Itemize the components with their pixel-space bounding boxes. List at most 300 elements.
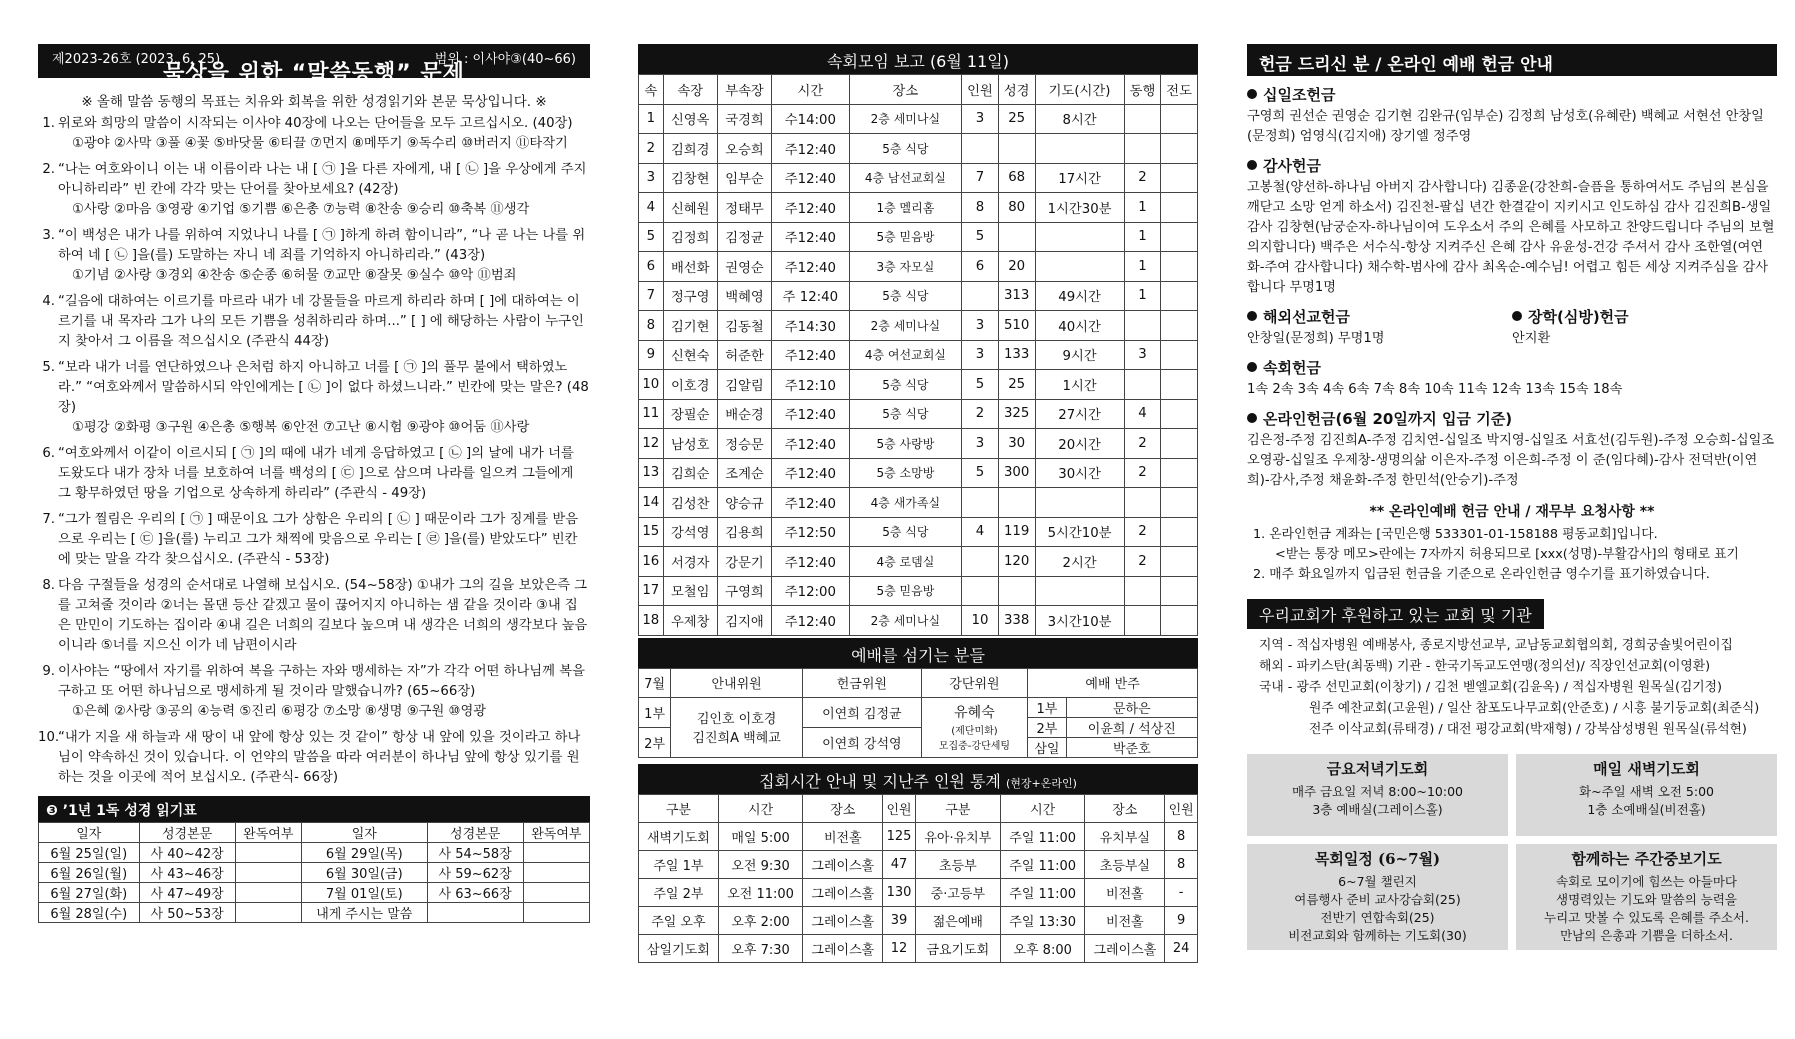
support-line: 전주 이삭교회(류태경) / 대전 평강교회(박재형) / 강북삼성병원 원목실(류석현): [1309, 722, 1747, 737]
meeting-row: [639, 547, 1198, 577]
meeting-cell: 11: [639, 399, 664, 429]
question-number: 2.: [42, 162, 55, 177]
stats-cell: 주일 1부: [639, 850, 719, 878]
accompanist-row: [1028, 737, 1197, 757]
reading-header: 일자: [39, 823, 140, 843]
meeting-cell: 5층 식당: [849, 370, 962, 400]
stats-cell: 오후 7:30: [718, 934, 803, 962]
worship-servers-table: [638, 668, 1198, 758]
accompanist-cell: 삼일: [1028, 737, 1066, 757]
guide-2: 김진희A 백혜교: [692, 731, 781, 746]
question-number: 1.: [42, 116, 55, 131]
column-offering: [1247, 44, 1777, 950]
meeting-cell: 4층 새가족실: [849, 488, 962, 518]
meeting-row: [639, 104, 1198, 134]
question-body: [58, 114, 590, 154]
reading-cell: [523, 883, 589, 903]
question-item: [38, 114, 590, 154]
meeting-cell: 2층 세미나실: [849, 606, 962, 636]
meeting-cell: 주12:10: [772, 370, 849, 400]
meeting-cell: [1035, 252, 1124, 282]
meeting-cell: 5층 식당: [849, 399, 962, 429]
stats-cell: 유치부실: [1085, 822, 1165, 850]
stats-cell: 8: [1165, 850, 1198, 878]
meeting-cell: 김정균: [717, 222, 771, 252]
question-options: ①사랑 ②마음 ③영광 ④기업 ⑤기쁨 ⑥은총 ⑦능력 ⑧찬송 ⑨승리 ⑩축복 ⑪생각: [72, 202, 530, 217]
meeting-cell: 8: [639, 311, 664, 341]
meeting-cell: 주12:40: [772, 488, 849, 518]
stats-cell: 유아·유치부: [915, 822, 1000, 850]
stats-cell: 비전홀: [1085, 878, 1165, 906]
stats-cell: 주일 13:30: [1000, 906, 1085, 934]
bullet-icon: [1247, 362, 1257, 372]
meeting-cell: 서경자: [663, 547, 717, 577]
question-body: [58, 226, 590, 286]
meeting-row: [639, 193, 1198, 223]
column-reports: [638, 44, 1198, 963]
reading-cell: [523, 843, 589, 863]
question-item: [38, 576, 590, 656]
info-box-line: 6~7월 챌린지: [1338, 874, 1417, 889]
info-box-title: 함께하는 주간중보기도: [1571, 850, 1722, 868]
meeting-cell: [1161, 517, 1198, 547]
reading-cell: 6월 27일(화): [39, 883, 140, 903]
stats-header: 시간: [1000, 794, 1085, 822]
meeting-cell: 5층 식당: [849, 281, 962, 311]
meeting-cell: 김기현: [663, 311, 717, 341]
meeting-cell: 2: [1124, 517, 1161, 547]
meeting-cell: 30시간: [1035, 458, 1124, 488]
meeting-row: [639, 517, 1198, 547]
cell-list: 1속 2속 3속 4속 6속 7속 8속 10속 11속 12속 13속 15속 18속: [1247, 382, 1623, 397]
question-options: ①은혜 ②사랑 ③공의 ④능력 ⑤진리 ⑥평강 ⑦소망 ⑧생명 ⑨구원 ⑩영광: [72, 704, 487, 719]
meeting-cell: [1161, 576, 1198, 606]
question-body: [58, 576, 590, 656]
meeting-header: 속장: [663, 75, 717, 105]
reading-row: [39, 883, 590, 903]
scholar-list: 안지환: [1512, 331, 1551, 346]
reading-cell: 사 40~42장: [139, 843, 235, 863]
meeting-row: [639, 458, 1198, 488]
meeting-cell: 임부순: [717, 163, 771, 193]
meeting-cell: 5시간10분: [1035, 517, 1124, 547]
question-body: [58, 510, 590, 570]
service-2: 2부: [639, 727, 671, 757]
meeting-header: 전도: [1161, 75, 1198, 105]
stats-cell: 매일 5:00: [718, 822, 803, 850]
meeting-cell: 주12:40: [772, 547, 849, 577]
service-1: 1부: [639, 697, 671, 727]
reading-cell: 사 43~46장: [139, 863, 235, 883]
accompanist-cell: 이윤희 / 석상진: [1066, 717, 1197, 737]
meeting-cell: 1: [1124, 222, 1161, 252]
stats-cell: 그레이스홀: [803, 850, 883, 878]
meeting-cell: 80: [998, 193, 1035, 223]
stats-header: 시간: [718, 794, 803, 822]
meeting-cell: 장필순: [663, 399, 717, 429]
meeting-cell: 4층 로뎀실: [849, 547, 962, 577]
reading-row: [39, 863, 590, 883]
meeting-cell: 4: [962, 517, 999, 547]
meeting-cell: [998, 576, 1035, 606]
info-box-title: 금요저녁기도회: [1326, 760, 1429, 778]
meeting-cell: 주12:40: [772, 222, 849, 252]
meeting-cell: 1층 멜리홈: [849, 193, 962, 223]
meeting-cell: [1161, 163, 1198, 193]
reading-row: [39, 903, 590, 923]
meeting-row: [639, 370, 1198, 400]
question-text: “그가 찔림은 우리의 [ ㉠ ] 때문이요 그가 상함은 우리의 [ ㉡ ] 때문이라 그가 징계를 받음으로 우리는 [ ㉢ ]을(를) 누리고 그가 채찍에 맞음으로 우리는 [ ㉣ ]을(를) 받았도다” 빈칸에 맞는 말을 각각 찾으십시오. (주관식 - 53장): [58, 512, 579, 567]
question-body: [58, 160, 590, 220]
meeting-cell: 5층 믿음방: [849, 576, 962, 606]
question-item: [38, 444, 590, 504]
online-heading: [1247, 408, 1777, 429]
question-body: [58, 728, 590, 788]
info-box: [1247, 844, 1508, 950]
meeting-cell: 1: [1124, 252, 1161, 282]
stats-cell: 8: [1165, 822, 1198, 850]
bullet-icon: [1247, 311, 1257, 321]
meeting-cell: [1161, 606, 1198, 636]
stats-cell: 초등부실: [1085, 850, 1165, 878]
meeting-cell: 5층 믿음방: [849, 222, 962, 252]
meeting-cell: 5: [962, 370, 999, 400]
meeting-cell: 3: [639, 163, 664, 193]
meeting-cell: 27시간: [1035, 399, 1124, 429]
meeting-cell: [1161, 134, 1198, 164]
cell-heading: [1247, 357, 1777, 378]
stats-header: 구분: [639, 794, 719, 822]
meeting-header: 인원: [962, 75, 999, 105]
meeting-row: [639, 311, 1198, 341]
meeting-cell: 이호경: [663, 370, 717, 400]
meeting-header: 장소: [849, 75, 962, 105]
reading-cell: 사 59~62장: [427, 863, 523, 883]
stats-title-text: 집회시간 안내 및 지난주 인원 통계: [759, 771, 1001, 791]
stats-cell: 47: [883, 850, 916, 878]
question-number: 3.: [42, 228, 55, 243]
stats-cell: -: [1165, 878, 1198, 906]
info-box-line: 1층 소예배실(비전홀): [1587, 802, 1706, 817]
meeting-cell: 3: [962, 340, 999, 370]
meeting-cell: 2층 세미나실: [849, 311, 962, 341]
question-number: 4.: [42, 294, 55, 309]
stats-row: [639, 906, 1198, 934]
stats-cell: 삼일기도회: [639, 934, 719, 962]
accompanist-cell: 박준호: [1066, 737, 1197, 757]
meeting-cell: [998, 134, 1035, 164]
question-item: [38, 510, 590, 570]
quiz-header: [38, 44, 590, 86]
question-text: “여호와께서 이같이 이르시되 [ ㉠ ]의 때에 내가 네게 응답하였고 [ ㉡ ]의 날에 내가 너를 도왔도다 내가 장차 너를 보호하여 너를 백성의 [ ㉢ ]으로 삼으며 나라를 일으켜 그들에게 그 황무하였던 땅을 기업으로 상속하게 하리라” (주관식 - 49장): [58, 446, 574, 501]
meeting-row: [639, 222, 1198, 252]
meeting-cell: 20시간: [1035, 429, 1124, 459]
meeting-cell: [1161, 488, 1198, 518]
question-list: [38, 114, 590, 788]
meeting-cell: 주12:40: [772, 458, 849, 488]
reading-cell: [427, 903, 523, 923]
guide-list: [671, 697, 803, 757]
meeting-cell: 8: [962, 193, 999, 223]
meeting-row: [639, 281, 1198, 311]
meeting-cell: [962, 547, 999, 577]
meeting-cell: 주12:40: [772, 340, 849, 370]
meeting-cell: 2: [962, 399, 999, 429]
meeting-cell: 7: [639, 281, 664, 311]
reading-cell: 6월 30일(금): [301, 863, 427, 883]
info-box: [1247, 754, 1508, 836]
info-box-line: 누리고 맛볼 수 있도록 은혜를 주소서.: [1544, 910, 1749, 925]
question-text: 다음 구절들을 성경의 순서대로 나열해 보십시오. (54~58장) ①내가 그의 길을 보았은즉 그를 고쳐줄 것이라 ②너는 몰댄 등산 같겠고 물이 끊어지지 아니하는 샘 같을 것이라 ③내 집은 만민이 기도하는 집이라 ④내 길은 너희의 길보다 높으며 내 생각은 너희의 생각보다 높음이니라 ⑤너를 지으신 이가 네 남편이시라: [58, 578, 588, 653]
question-text: 이사야는 “땅에서 자기를 위하여 복을 구하는 자와 맹세하는 자”가 각각 어떤 하나님께 복을 구하고 또 어떤 하나님으로 맹세하게 될 것이라 말했습니까? (65~66장): [58, 664, 585, 699]
meeting-cell: [1161, 340, 1198, 370]
reading-header: 성경본문: [139, 823, 235, 843]
meeting-cell: [1161, 399, 1198, 429]
worship-servers-title: 예배를 섬기는 분들: [638, 638, 1198, 668]
meeting-cell: 10: [962, 606, 999, 636]
bullet-icon: [1247, 160, 1257, 170]
reading-cell: 6월 28일(수): [39, 903, 140, 923]
accompanist-row: [1028, 698, 1197, 718]
meeting-cell: [962, 576, 999, 606]
reading-table: [38, 822, 590, 923]
quiz-title: 묵상을 위한 “말씀동행” 문제: [163, 61, 465, 86]
stats-cell: 주일 2부: [639, 878, 719, 906]
reading-cell: [235, 863, 301, 883]
meeting-header: 시간: [772, 75, 849, 105]
meeting-cell: 2: [1124, 458, 1161, 488]
stats-cell: 초등부: [915, 850, 1000, 878]
support-line: 원주 예찬교회(고윤원) / 일산 참포도나무교회(안준호) / 시흥 불기둥교회(최준식): [1309, 701, 1760, 716]
reading-plan: [38, 796, 590, 923]
meeting-header: 성경: [998, 75, 1035, 105]
stats-cell: 오후 8:00: [1000, 934, 1085, 962]
accompanist-row: [1028, 717, 1197, 737]
overseas-heading: [1247, 306, 1512, 327]
meeting-cell: 12: [639, 429, 664, 459]
stats-cell: 금요기도회: [915, 934, 1000, 962]
meeting-cell: 5: [962, 222, 999, 252]
meeting-row: [639, 134, 1198, 164]
support-section: [1247, 599, 1777, 740]
meeting-cell: 1: [1124, 281, 1161, 311]
meeting-cell: 2: [1124, 163, 1161, 193]
meeting-cell: 주12:40: [772, 193, 849, 223]
meeting-header: 동행: [1124, 75, 1161, 105]
info-box-line: 여름행사 준비 교사강습회(25): [1294, 892, 1461, 907]
meeting-cell: 백혜영: [717, 281, 771, 311]
worship-header: 예배 반주: [1028, 668, 1198, 697]
overseas-heading-text: 해외선교헌금: [1263, 308, 1350, 326]
meeting-cell: 68: [998, 163, 1035, 193]
info-box-line: 비전교회와 함께하는 기도회(30): [1288, 928, 1467, 943]
thanks-list: 고봉철(양선하-하나님 아버지 감사합니다) 김종윤(강찬희-슬픔을 통하여서도 주님의 본심을 깨닫고 소망 얻게 하소서) 김진천-팔십 년간 한결같이 지키시고 인도하심 감사 김진희B-생일 감사 김창현(남궁순자-하나님이여 도우소서 주의 은혜를 사모하고 찬양드립니다 주님의 보혈 의지합니다) 백주은 서수식-항상 지켜주신 은혜 감사 유윤성-건강 주셔서 감사 조한열(여연화-주여 감사합니다) 채수학-범사에 감사 최옥순-예수님! 어렵고 힘든 세상 지켜주심을 감사합니다 무명1명: [1247, 180, 1775, 295]
stats-header: 장소: [803, 794, 883, 822]
meeting-cell: 16: [639, 547, 664, 577]
question-text: “길음에 대하여는 이르기를 마르라 내가 네 강물들을 마르게 하리라 하며 [ ]에 대하여는 이르기를 내 목자라 그가 나의 모든 기쁨을 성취하리라 하며...” [ ] 에 해당하는 사람이 누구인지 찾아서 그 이름을 적으십시오 (주관식 44장): [58, 294, 584, 349]
meeting-cell: [1161, 458, 1198, 488]
stats-cell: 오전 9:30: [718, 850, 803, 878]
stats-cell: 12: [883, 934, 916, 962]
meeting-row: [639, 340, 1198, 370]
meeting-cell: 300: [998, 458, 1035, 488]
offering-title: 헌금 드리신 분 / 온라인 예배 헌금 안내: [1247, 44, 1777, 76]
meeting-cell: 정승문: [717, 429, 771, 459]
meeting-cell: 1시간: [1035, 370, 1124, 400]
tithe-heading-text: 십일조헌금: [1263, 86, 1336, 104]
question-item: [38, 160, 590, 220]
meeting-header: 기도(시간): [1035, 75, 1124, 105]
meeting-cell: [1161, 252, 1198, 282]
info-box-line: 생명력있는 기도와 말씀의 능력을: [1556, 892, 1737, 907]
stats-cell: 그레이스홀: [803, 906, 883, 934]
question-body: [58, 358, 590, 438]
meeting-cell: 주 12:40: [772, 281, 849, 311]
meeting-cell: 권영순: [717, 252, 771, 282]
meeting-cell: 4층 여선교회실: [849, 340, 962, 370]
stats-cell: 24: [1165, 934, 1198, 962]
meeting-cell: 5층 사랑방: [849, 429, 962, 459]
meeting-row: [639, 488, 1198, 518]
question-body: [58, 444, 590, 504]
meeting-cell: 3층 자모실: [849, 252, 962, 282]
reading-header: 완독여부: [235, 823, 301, 843]
meeting-cell: 주12:40: [772, 252, 849, 282]
meeting-cell: 120: [998, 547, 1035, 577]
online-list: 김은정-주정 김진희A-주정 김치연-십일조 박지영-십일조 서효선(김두원)-주정 오승희-십일조 오영광-십일조 우제창-생명의삶 이은자-주정 이은희-주정 이 준(임다혜)-감사 전덕반(이연희)-감사,주정 채윤화-주정 한민석(안승기)-주정: [1247, 433, 1775, 488]
guide-1: 김인호 이호경: [696, 712, 777, 727]
meeting-cell: 2: [639, 134, 664, 164]
stats-cell: 125: [883, 822, 916, 850]
stats-header: 구분: [915, 794, 1000, 822]
reading-cell: 사 63~66장: [427, 883, 523, 903]
reading-row: [39, 843, 590, 863]
meeting-cell: 313: [998, 281, 1035, 311]
meeting-report-title: 속회모임 보고 (6월 11일): [638, 44, 1198, 74]
meeting-cell: 국경희: [717, 104, 771, 134]
meeting-report-table: [638, 74, 1198, 636]
info-box-line: 전반기 연합속회(25): [1320, 910, 1435, 925]
reading-cell: 내게 주시는 말씀: [301, 903, 427, 923]
question-item: [38, 226, 590, 286]
info-box-title: 목회일정 (6~7월): [1314, 850, 1441, 868]
meeting-cell: [1161, 104, 1198, 134]
question-text: “내가 지을 새 하늘과 새 땅이 내 앞에 항상 있는 것 같이” 항상 내 앞에 있을 것이라고 하나님이 약속하신 것이 있습니다. 이 언약의 말씀을 따라 여러분이 하나님 앞에 항상 있기를 원하는 것을 이곳에 적어 보십시오. (주관식- 66장): [58, 730, 581, 785]
tithe-heading: [1247, 84, 1777, 105]
stats-cell: 39: [883, 906, 916, 934]
stats-cell: 주일 오후: [639, 906, 719, 934]
question-options: ①기념 ②사랑 ③경외 ④찬송 ⑤순종 ⑥허물 ⑦교만 ⑧잘못 ⑨실수 ⑩악 ⑪범죄: [72, 268, 517, 283]
worship-header: 헌금위원: [803, 668, 922, 697]
meeting-cell: 5: [962, 458, 999, 488]
stats-cell: 새벽기도회: [639, 822, 719, 850]
question-number: 9.: [42, 664, 55, 679]
info-box-line: 3층 예배실(그레이스홀): [1312, 802, 1443, 817]
reading-cell: [235, 843, 301, 863]
meeting-cell: 김희경: [663, 134, 717, 164]
meeting-cell: [1161, 311, 1198, 341]
reading-header: 성경본문: [427, 823, 523, 843]
meeting-cell: 허준한: [717, 340, 771, 370]
meeting-cell: [1124, 488, 1161, 518]
meeting-cell: 8시간: [1035, 104, 1124, 134]
meeting-cell: 김지애: [717, 606, 771, 636]
stats-cell: 그레이스홀: [803, 878, 883, 906]
reading-cell: 6월 29일(목): [301, 843, 427, 863]
overseas-list: 안창일(문정희) 무명1명: [1247, 331, 1385, 346]
meeting-cell: [998, 222, 1035, 252]
altar-name: 유혜숙: [954, 705, 995, 721]
stats-cell: 비전홀: [1085, 906, 1165, 934]
meeting-cell: 338: [998, 606, 1035, 636]
meeting-cell: 4층 남선교회실: [849, 163, 962, 193]
meeting-row: [639, 429, 1198, 459]
meeting-cell: 모철임: [663, 576, 717, 606]
notice-1: 1. 온라인헌금 계좌는 [국민은행 533301-01-158188 평동교회]입니다.: [1253, 527, 1658, 542]
meeting-cell: 오승희: [717, 134, 771, 164]
stats-cell: 9: [1165, 906, 1198, 934]
meeting-cell: 5층 식당: [849, 134, 962, 164]
reading-cell: 사 50~53장: [139, 903, 235, 923]
meeting-cell: 49시간: [1035, 281, 1124, 311]
meeting-cell: 김동철: [717, 311, 771, 341]
meeting-cell: 2층 세미나실: [849, 104, 962, 134]
question-body: [58, 292, 590, 352]
meeting-cell: [1161, 193, 1198, 223]
meeting-row: [639, 606, 1198, 636]
meeting-cell: 신현숙: [663, 340, 717, 370]
meeting-cell: 5층 소망방: [849, 458, 962, 488]
meeting-cell: 3: [1124, 340, 1161, 370]
question-item: [38, 662, 590, 722]
meeting-cell: 25: [998, 370, 1035, 400]
accompanist: [1028, 697, 1198, 757]
meeting-cell: 우제창: [663, 606, 717, 636]
stats-row: [639, 850, 1198, 878]
notice-2: 2. 매주 화요일까지 입금된 헌금을 기준으로 온라인헌금 영수기를 표기하였습니다.: [1253, 567, 1710, 582]
online-heading-text: 온라인헌금(6월 20일까지 입금 기준): [1263, 410, 1513, 428]
question-item: [38, 358, 590, 438]
meeting-cell: 김정희: [663, 222, 717, 252]
meeting-cell: 배순경: [717, 399, 771, 429]
meeting-cell: 김창현: [663, 163, 717, 193]
meeting-cell: 133: [998, 340, 1035, 370]
meeting-cell: 3: [962, 311, 999, 341]
reading-cell: 사 47~49장: [139, 883, 235, 903]
meeting-cell: 40시간: [1035, 311, 1124, 341]
question-body: [58, 662, 590, 722]
meeting-cell: 신혜원: [663, 193, 717, 223]
mission-scholar-row: [1247, 298, 1777, 349]
bullet-icon: [1247, 413, 1257, 423]
accompanist-cell: 문하은: [1066, 698, 1197, 718]
stats-cell: 주일 11:00: [1000, 850, 1085, 878]
meeting-header: 부속장: [717, 75, 771, 105]
stats-header: 인원: [883, 794, 916, 822]
stats-cell: 오후 2:00: [718, 906, 803, 934]
meeting-cell: 양승규: [717, 488, 771, 518]
support-line: 국내 - 광주 선민교회(이창기) / 김천 벧엘교회(김윤옥) / 적십자병원 원목실(김기정): [1259, 680, 1723, 695]
meeting-cell: 2: [1124, 429, 1161, 459]
worship-header: 강단위원: [921, 668, 1028, 697]
question-text: 위로와 희망의 말씀이 시작되는 이사야 40장에 나오는 단어들을 모두 고르십시오. (40장): [58, 116, 573, 131]
quiz-intro: ※ 올해 말씀 동행의 목표는 치유와 회복을 위한 성경읽기와 본문 묵상입니다. ※: [81, 94, 547, 110]
meeting-cell: [1161, 370, 1198, 400]
meeting-cell: 4: [639, 193, 664, 223]
meeting-cell: 5: [639, 222, 664, 252]
meeting-cell: [1124, 311, 1161, 341]
question-options: ①평강 ②화평 ③구원 ④은총 ⑤행복 ⑥안전 ⑦고난 ⑧시험 ⑨광야 ⑩어둠 ⑪사랑: [72, 420, 530, 435]
